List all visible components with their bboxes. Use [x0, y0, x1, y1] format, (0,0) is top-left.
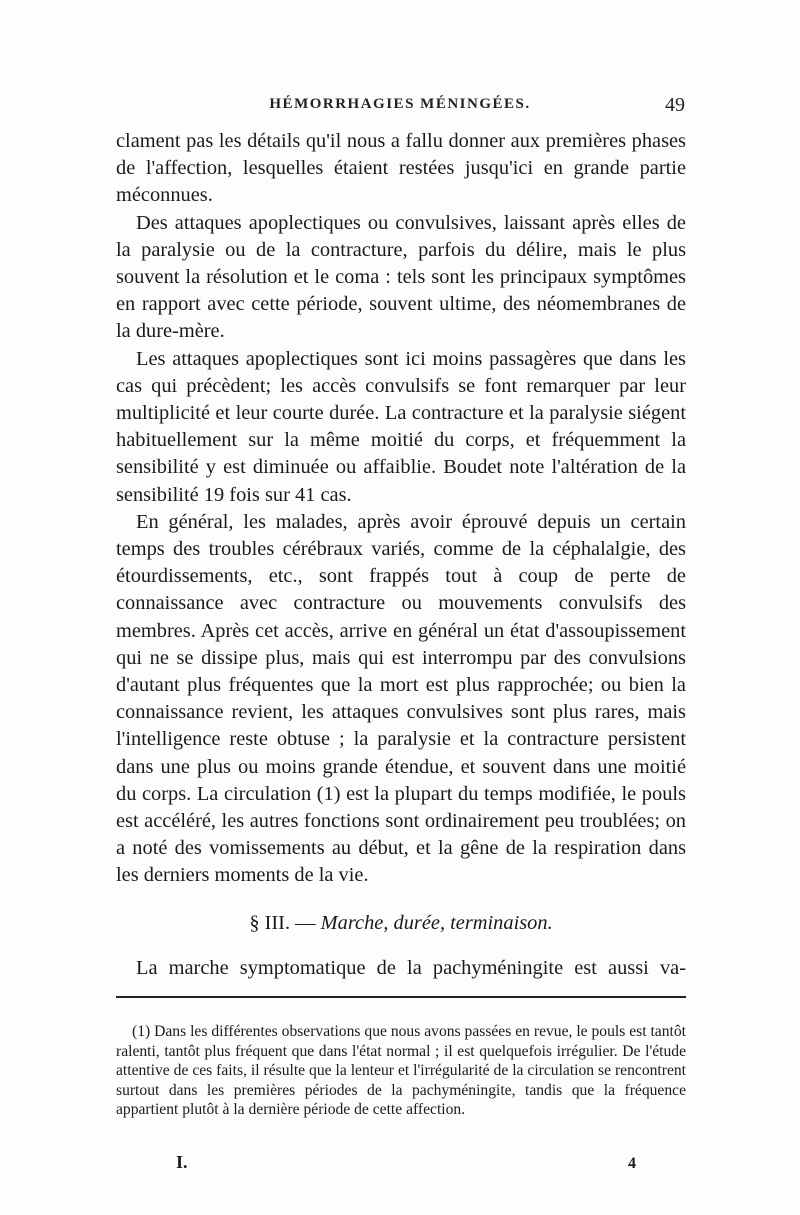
section-label: § III. —: [249, 912, 321, 934]
paragraph-marche: La marche symptomatique de la pachyméningite est aussi va-: [136, 957, 686, 979]
paragraph-continuation: clament pas les détails qu'il nous a fallu donner aux premières phases de l'affection, lesquelles étaient restées jusqu'ici en grande partie méconnues.: [116, 130, 686, 207]
paragraph-attacks: Des attaques apoplectiques ou convulsives, laissant après elles de la paralysie ou de la contracture, parfois du délire, mais le plus souvent la résolution et le coma : tels sont les principaux symptômes en rapport avec cette période, souvent ultime, des néomembranes de la dure-mère.: [116, 211, 686, 343]
footnote: [116, 1022, 686, 1120]
signature-volume: I.: [176, 1152, 188, 1172]
section-heading: [116, 912, 686, 935]
section-title: Marche, durée, terminaison.: [320, 912, 553, 934]
running-title: HÉMORRHAGIES MÉNINGÉES.: [269, 96, 531, 112]
footnote-text: (1) Dans les différentes observations que nous avons passées en revue, le pouls est tantôt ralenti, tantôt plus fréquent que dans l'état normal ; il est quelquefois irrégulier. De l'étude attentive de ces faits, il résulte que la lenteur et l'irrégularité de la circulation se rencontrent surtout dans les premières périodes de la pachyméningite, tandis que la fréquence appartient plutôt à la dernière période de cette affection.: [116, 1023, 686, 1119]
section-first-line: [116, 955, 686, 982]
paragraph-general: En général, les malades, après avoir éprouvé depuis un certain temps des troubles cérébraux variés, comme de la céphalalgie, des étourdissements, etc., sont frappés tout à coup de perte de connaissance avec contracture ou mouvements convulsifs des membres. Après cet accès, arrive en général un état d'assoupissement qui ne se dissipe plus, mais qui est interrompu par des convulsions d'autant plus fréquentes que la mort est plus rapprochée; ou bien la connaissance revient, les attaques convulsives sont plus rares, mais l'intelligence reste obtuse ; la paralysie et la contracture persistent dans une plus ou moins grande étendue, et souvent dans une moitié du corps. La circulation (1) est la plupart du temps modifiée, le pouls est accéléré, les autres fonctions sont ordinairement peu troublées; on a noté des vomissements au début, et la gêne de la respiration dans les derniers moments de la vie.: [116, 510, 686, 887]
running-head: [115, 96, 685, 120]
footnote-rule: [116, 996, 686, 998]
paragraph-apoplectic: Les attaques apoplectiques sont ici moins passagères que dans les cas qui précèdent; les accès convulsifs se font remarquer par leur multiplicité et leur courte durée. La contracture et la paralysie siégent habituellement sur la même moitié du corps, et fréquemment la sensibilité y est diminuée ou affaiblie. Boudet note l'altération de la sensibilité 19 fois sur 41 cas.: [116, 347, 686, 506]
page-number: 49: [665, 94, 685, 116]
signature-sheet: 4: [628, 1155, 636, 1172]
body-text: [116, 128, 686, 890]
